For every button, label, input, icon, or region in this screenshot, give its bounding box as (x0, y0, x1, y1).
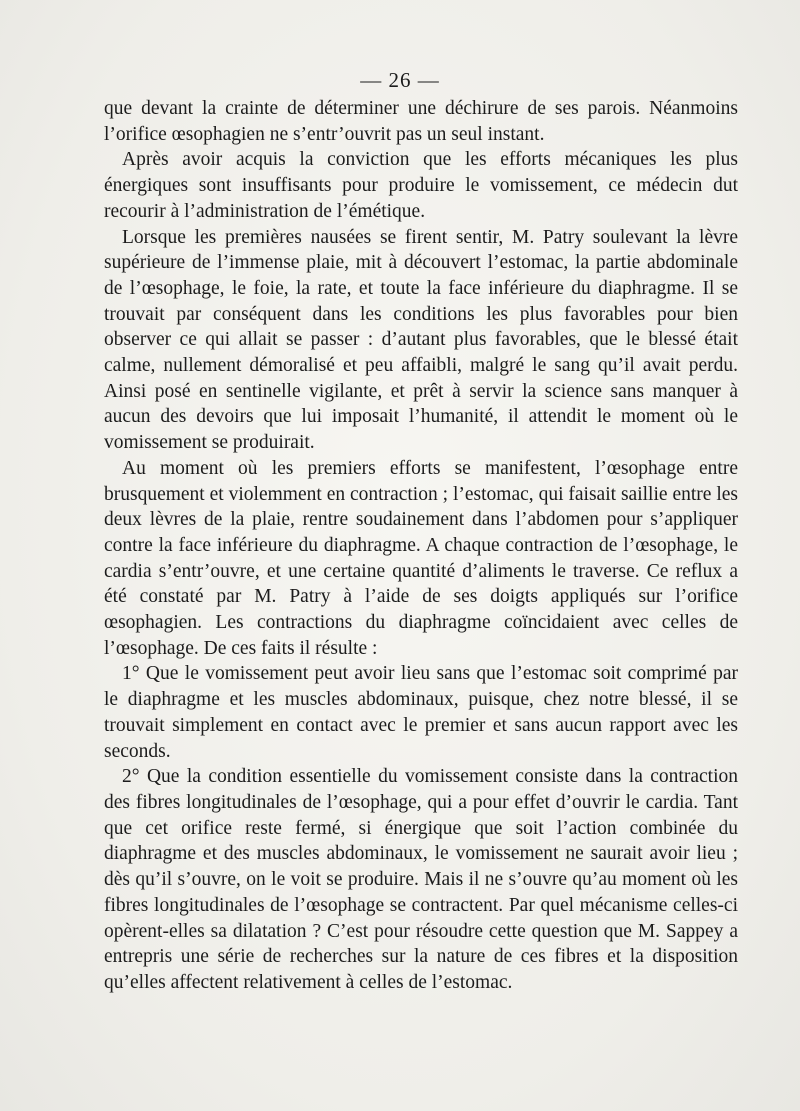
paragraph: 1° Que le vomissement peut avoir lieu sans que l’estomac soit comprimé par le diaphragme et les muscles abdominaux, puisque, chez notre blessé, il se trouvait simplement en contact avec le premier et sans aucun rapport avec les seconds. (104, 663, 738, 762)
body-text (104, 96, 738, 996)
paragraph: Après avoir acquis la conviction que les efforts mécaniques les plus énergiques sont insuffisants pour produire le vomissement, ce médecin dut recourir à l’administration de l’émétique. (104, 149, 738, 222)
paragraph: Lorsque les premières nausées se firent sentir, M. Patry soulevant la lèvre supérieure de l’immense plaie, mit à découvert l’estomac, la partie abdominale de l’œsophage, le foie, la rate, et toute la face inférieure du diaphragme. Il se trouvait par conséquent dans les conditions les plus favorables pour bien observer ce qui allait se passer : d’autant plus favorables, que le blessé était calme, nullement démoralisé et peu affaibli, malgré le sang qu’il avait perdu. Ainsi posé en sentinelle vigilante, et prêt à servir la science sans manquer à aucun des devoirs que lui imposait l’humanité, il attendit le moment où le vomissement se produirait. (104, 226, 738, 454)
paragraph: Au moment où les premiers efforts se manifestent, l’œsophage entre brusquement et violemment en contraction ; l’estomac, qui faisait saillie entre les deux lèvres de la plaie, rentre soudainement dans l’abdomen pour s’appliquer contre la face inférieure du diaphragme. A chaque contraction de l’œsophage, le cardia s’entr’ouvre, et une certaine quantité d’aliments le traverse. Ce reflux a été constaté par M. Patry à l’aide de ses doigts appliqués sur l’orifice œsophagien. Les contractions du diaphragme coïncidaient avec celles de l’œsophage. De ces faits il résulte : (104, 457, 738, 659)
paragraph: que devant la crainte de déterminer une déchirure de ses parois. Néanmoins l’orifice œsophagien ne s’entr’ouvrit pas un seul instant. (104, 98, 738, 145)
page-number: — 26 — (360, 68, 440, 92)
paragraph: 2° Que la condition essentielle du vomissement consiste dans la contraction des fibres longitudinales de l’œsophage, qui a pour effet d’ouvrir le cardia. Tant que cet orifice reste fermé, si énergique que soit l’action combinée du diaphragme et des muscles abdominaux, le vomissement ne saurait avoir lieu ; dès qu’il s’ouvre, on le voit se produire. Mais il ne s’ouvre qu’au moment où les fibres longitudinales de l’œsophage se contractent. Par quel mécanisme celles-ci opèrent-elles sa dilatation ? C’est pour résoudre cette question que M. Sappey a entrepris une série de recherches sur la nature de ces fibres et la disposition qu’elles affectent relativement à celles de l’estomac. (104, 766, 738, 993)
